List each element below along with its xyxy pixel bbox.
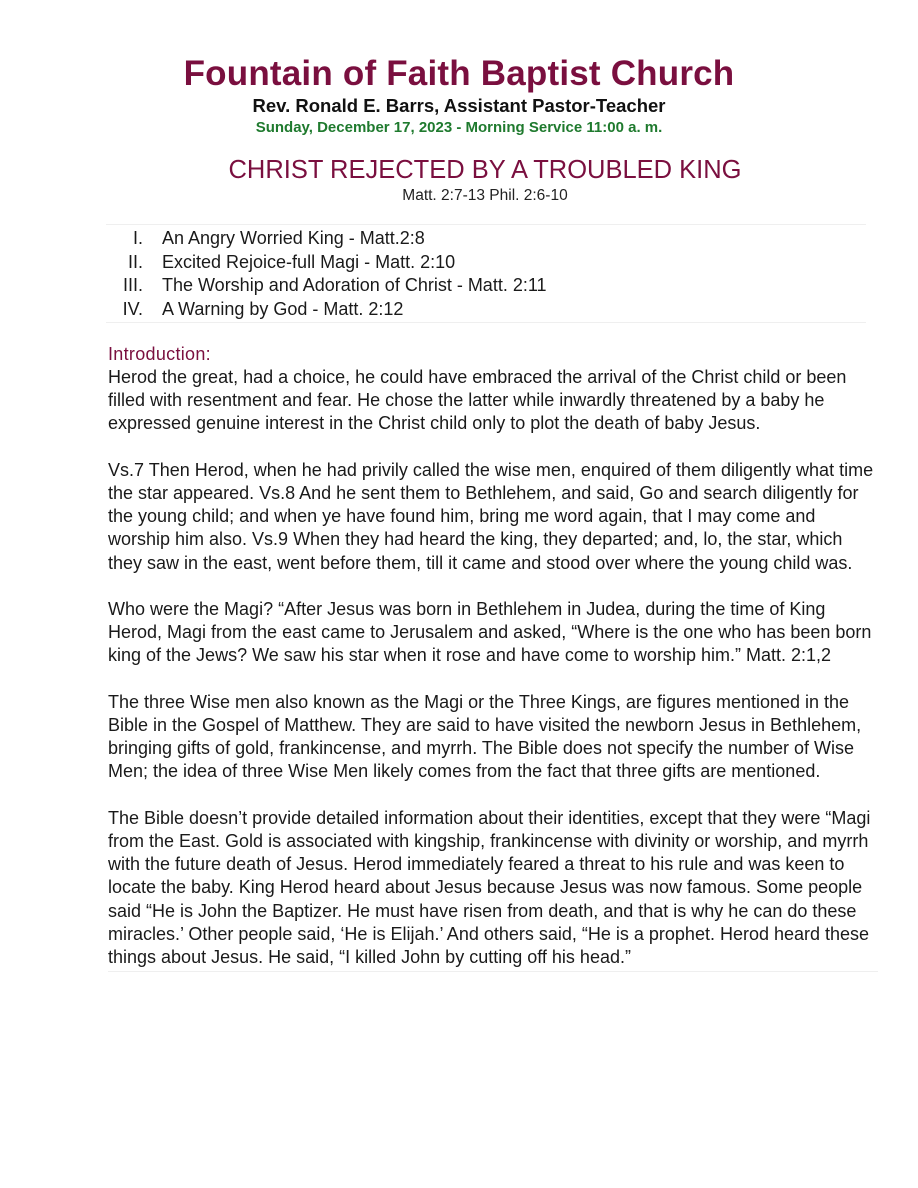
paragraph: Herod the great, had a choice, he could have embraced the arrival of the Christ child or been filled with resentment and fear. He chose the latter while inwardly threatened by a baby he expressed genuine interest in the Christ child only to plot the death of baby Jesus. bbox=[108, 367, 847, 434]
outline-item bbox=[106, 251, 866, 275]
outline-number: II. bbox=[127, 251, 143, 272]
pastor-line: Rev. Ronald E. Barrs, Assistant Pastor-Teacher bbox=[252, 95, 666, 116]
outline-item bbox=[106, 298, 866, 322]
paragraph: Vs.7 Then Herod, when he had privily called the wise men, enquired of them diligently what time the star appeared. Vs.8 And he sent them to Bethlehem, and said, Go and search diligently for the young child; and when ye have found him, bring me word again, that I may come and worship him also. Vs.9 When they had heard the king, they departed; and, lo, the star, which they saw in the east, went before them, till it came and stood over where the young child was. bbox=[108, 459, 874, 573]
paragraph: Who were the Magi? “After Jesus was born in Bethlehem in Judea, during the time of King Herod, Magi from the east came to Jerusalem and asked, “Where is the one who has been born king of the Jews? We saw his star when it rose and have come to worship him.” Matt. 2:1,2 bbox=[108, 599, 872, 666]
church-name: Fountain of Faith Baptist Church bbox=[183, 54, 735, 93]
outline-number: I. bbox=[132, 228, 143, 248]
outline-text: An Angry Worried King - Matt.2:8 bbox=[162, 228, 425, 248]
outline-number: IV. bbox=[122, 298, 143, 319]
outline-text: A Warning by God - Matt. 2:12 bbox=[162, 298, 404, 319]
outline-item bbox=[106, 274, 866, 298]
outline-item bbox=[106, 227, 866, 251]
service-line: Sunday, December 17, 2023 - Morning Service 11:00 a. m. bbox=[255, 119, 663, 136]
introduction-section bbox=[108, 343, 878, 972]
paragraph: The three Wise men also known as the Magi or the Three Kings, are figures mentioned in the Bible in the Gospel of Matthew. They are said to have visited the newborn Jesus in Bethlehem, bringing gifts of gold, frankincense, and myrrh. The Bible does not specify the number of Wise Men; the idea of three Wise Men likely comes from the fact that three gifts are mentioned. bbox=[108, 691, 862, 782]
introduction-heading: Introduction: bbox=[108, 344, 211, 364]
paragraph: The Bible doesn’t provide detailed information about their identities, except that they were “Magi from the East. Gold is associated with kingship, frankincense with divinity or worship, and myrrh with the future death of Jesus. Herod immediately feared a threat to his rule and was keen to locate the baby. King Herod heard about Jesus because Jesus was now famous. Some people said “He is John the Baptizer. He must have risen from death, and that is why he can do these miracles.’ Other people said, ‘He is Elijah.’ And others said, “He is a prophet. Herod heard these things about Jesus. He said, “I killed John by cutting off his head.” bbox=[108, 807, 878, 972]
outline-text: Excited Rejoice-full Magi - Matt. 2:10 bbox=[162, 251, 456, 272]
outline-text: The Worship and Adoration of Christ - Matt. 2:11 bbox=[162, 275, 547, 295]
sermon-title: CHRIST REJECTED BY A TROUBLED KING bbox=[228, 156, 742, 184]
scripture-reference: Matt. 2:7-13 Phil. 2:6-10 bbox=[402, 187, 568, 204]
header bbox=[0, 54, 918, 138]
sermon-outline bbox=[106, 224, 866, 323]
outline-number: III. bbox=[122, 275, 143, 295]
